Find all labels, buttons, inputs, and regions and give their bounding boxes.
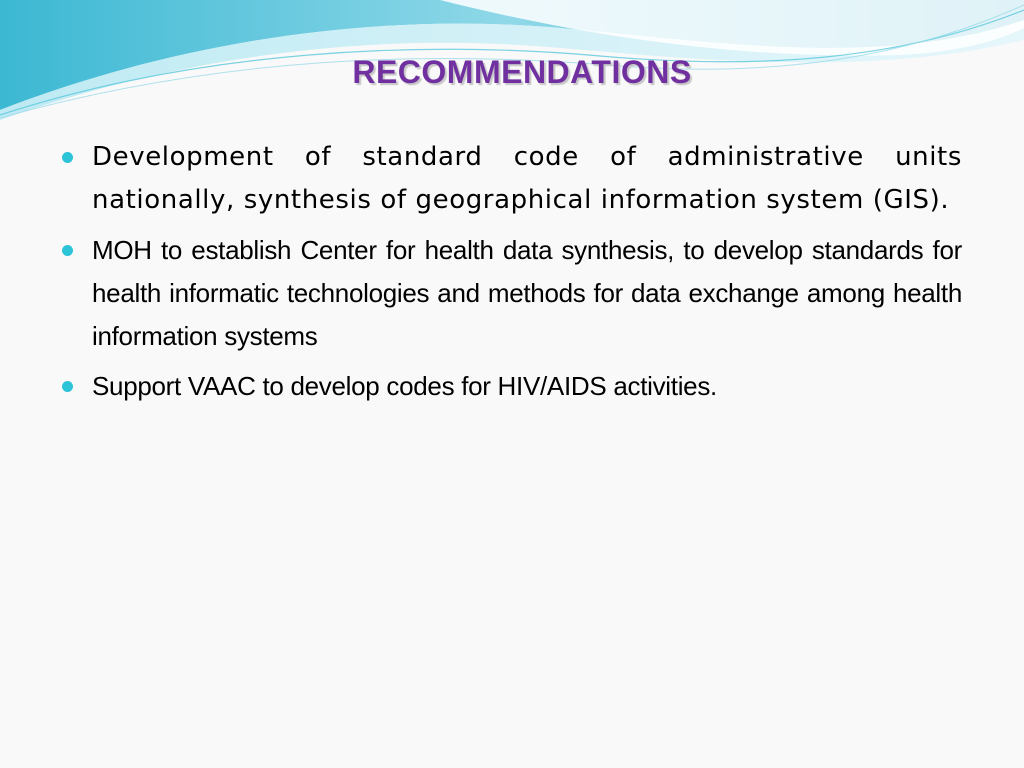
bullet-text: Development of standard code of administrative units nationally, synthesis of geographical information system (GIS).: [92, 142, 962, 215]
recommendations-list: [62, 136, 962, 415]
list-item: [62, 136, 962, 222]
bullet-dot-icon: [62, 245, 73, 256]
bullet-dot-icon: [62, 152, 73, 163]
slide-title: RECOMMENDATIONS: [352, 54, 692, 90]
bullet-text: Support VAAC to develop codes for HIV/AIDS activities.: [92, 371, 717, 401]
list-item: [62, 365, 962, 408]
bullet-text: MOH to establish Center for health data synthesis, to develop standards for health informatic technologies and methods for data exchange among health information systems: [92, 235, 962, 351]
bullet-dot-icon: [62, 381, 73, 392]
list-item: [62, 229, 962, 358]
